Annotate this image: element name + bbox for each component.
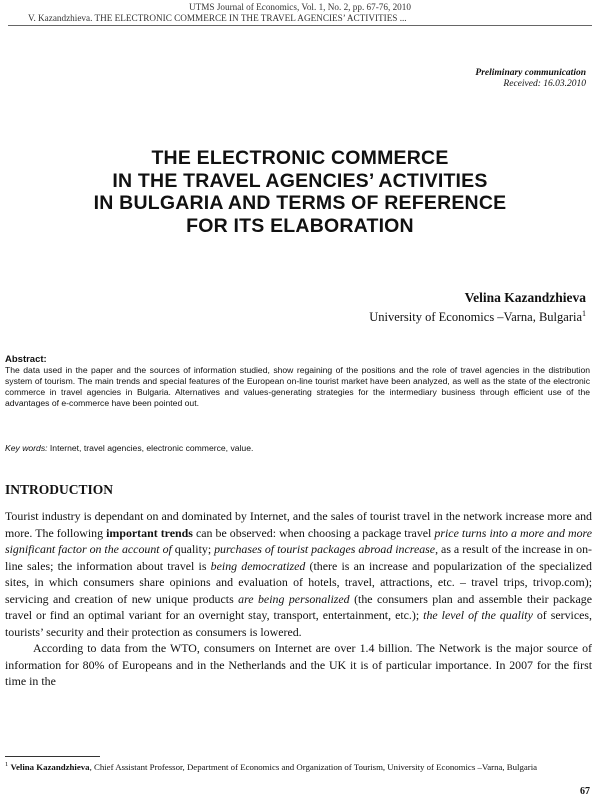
communication-info	[475, 68, 586, 90]
title-line: THE ELECTRONIC COMMERCE	[151, 147, 449, 169]
italic-run: being democratized	[210, 558, 306, 573]
author-block	[369, 290, 586, 325]
footnote-number: 1	[5, 761, 9, 768]
keywords	[5, 443, 590, 454]
abstract-heading: Abstract:	[5, 354, 47, 365]
text-run: (there is an increase and popularization of the specialized sites, in which consumers share opinions and evaluation of hotels, travel, attractions, etc. – travel trips, trivop.com); servicing and creation of new unique products	[5, 558, 592, 606]
footnote-mark: 1	[582, 309, 586, 318]
italic-run: the level of the quality	[423, 608, 533, 623]
section-heading: INTRODUCTION	[5, 482, 114, 497]
affiliation-text: University of Economics –Varna, Bulgaria	[369, 310, 582, 325]
paper-title	[0, 147, 600, 237]
running-title: V. Kazandzhieva. THE ELECTRONIC COMMERCE IN THE TRAVEL AGENCIES’ ACTIVITIES ...	[28, 12, 407, 23]
footnote-text: , Chief Assistant Professor, Department of Economics and Organization of Tourism, University of Economics –Varna, Bulgaria	[89, 761, 538, 772]
italic-run: purchases of tourist packages abroad increase	[214, 542, 436, 557]
author-name: Velina Kazandzhieva	[464, 290, 586, 305]
text-run: Tourist industry is dependant on and dominated by Internet, and the sales of tourist travel in the network increase more and more. The following	[5, 509, 592, 540]
text-run: can be observed: when choosing a package travel	[192, 525, 435, 540]
footnote-rule	[5, 756, 100, 757]
received-date: Received: 16.03.2010	[503, 79, 586, 89]
italic-run: are being personalized	[238, 591, 350, 606]
bold-run: important trends	[106, 525, 193, 540]
text-run: (the consumers plan and assemble their package travel or find an optimal variant for an overnight stay, transport, entertainment, etc.);	[5, 591, 592, 623]
footnote	[5, 759, 590, 773]
header-rule	[8, 25, 592, 26]
text-run: of services, tourists’ security and their protection as consumers is lowered.	[5, 608, 592, 639]
communication-type: Preliminary communication	[475, 68, 586, 78]
page-number: 67	[580, 786, 590, 797]
journal-citation: UTMS Journal of Economics, Vol. 1, No. 2, pp. 67-76, 2010	[189, 2, 411, 12]
title-line: IN BULGARIA AND TERMS OF REFERENCE	[93, 192, 507, 214]
title-line: IN THE TRAVEL AGENCIES’ ACTIVITIES	[112, 169, 488, 192]
footnote-author: Velina Kazandzhieva	[10, 761, 90, 772]
text-run: quality;	[171, 542, 215, 557]
text-run: , as a result of the increase in on-line sales; the information about travel is	[5, 542, 592, 573]
keywords-label: Key words:	[5, 443, 48, 453]
keywords-text: Internet, travel agencies, electronic commerce, value.	[47, 443, 254, 453]
italic-run: price turns into a more and more significant factor on the account of	[5, 525, 592, 557]
abstract-text: The data used in the paper and the sources of information studied, show regaining of the positions and the role of travel agencies in the distribution system of tourism. The main trends and special features of the European on-line tourist market have been analyzed, as well as the state of the electronic commerce in travel agencies in Bulgaria. Alternatives and values-generating strategies for the intermediary business through efficient use of the advantages of e-commerce have been pointed out.	[5, 365, 590, 408]
paragraph: According to data from the WTO, consumers on Internet are over 1.4 billion. The Network is the major source of information for 80% of Europeans and in the Netherlands and the UK it is of particular importance. In 2007 for the first time in the	[5, 641, 592, 689]
paragraph	[5, 508, 592, 640]
title-line: FOR ITS ELABORATION	[186, 214, 414, 237]
running-head	[8, 2, 592, 23]
author-affiliation	[369, 306, 586, 325]
abstract	[5, 354, 590, 409]
body-text	[5, 508, 592, 690]
